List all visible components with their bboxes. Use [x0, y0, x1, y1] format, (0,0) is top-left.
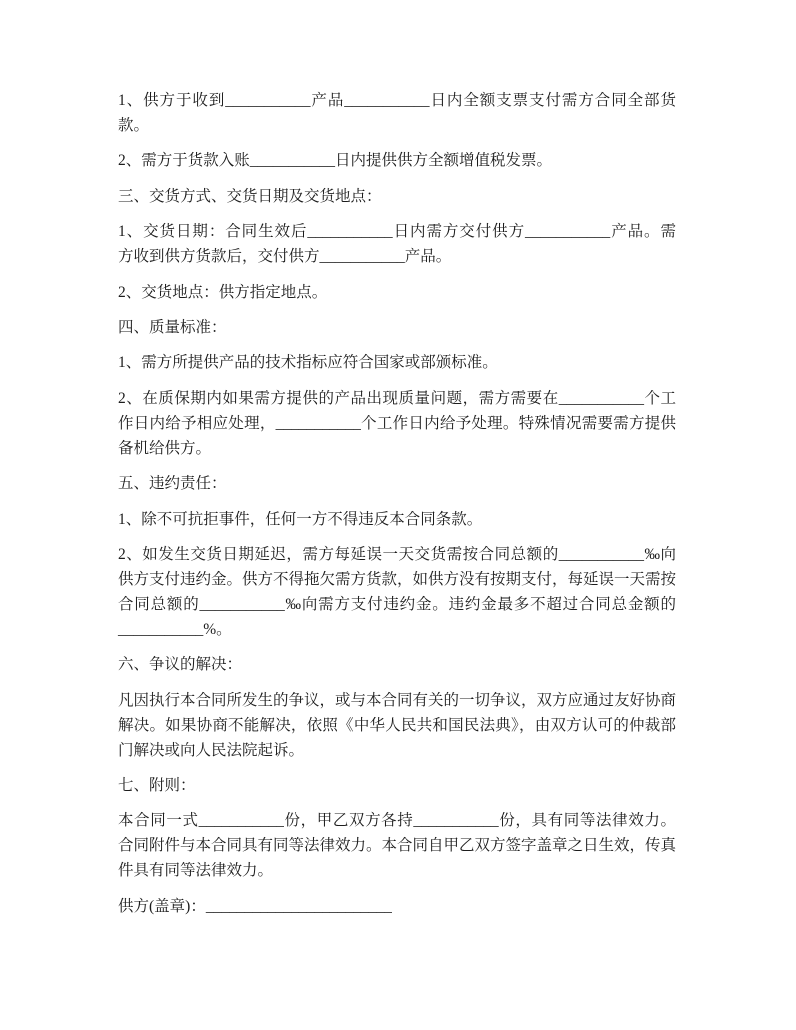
quality-standard-clause-1	[118, 350, 676, 375]
text-line: 款。	[118, 117, 150, 134]
text-line: 2、如发生交货日期延迟，需方每延误一天交货需按合同总额的___________‰向	[118, 545, 676, 563]
delivery-location-clause	[118, 280, 676, 305]
text-line: 门解决或向人民法院起诉。	[118, 741, 305, 759]
late-delivery-penalty-clause	[118, 542, 676, 642]
text-line: 凡因执行本合同所发生的争议，或与本合同有关的一切争议，双方应通过友好协商	[118, 691, 677, 709]
section-heading: 七、附则：	[118, 777, 196, 795]
text-line: 本合同一式___________份，甲乙双方各持___________份，具有同等法律效力。	[118, 812, 676, 830]
supplier-seal-signature-line	[118, 894, 676, 919]
warranty-clause-2	[118, 386, 676, 461]
text-line: 1、除不可抗拒事件，任何一方不得违反本合同条款。	[118, 510, 483, 528]
invoice-clause-2	[118, 148, 676, 173]
text-line: 2、交货地点：供方指定地点。	[118, 283, 328, 301]
text-line: 供方支付违约金。供方不得拖欠需方货款，如供方没有按期支付，每延误一天需按	[118, 570, 677, 588]
text-line: 备机给供方。	[118, 439, 212, 457]
text-line: ___________%。	[118, 620, 232, 638]
contract-page	[118, 88, 676, 929]
text-line: 合同附件与本合同具有同等法律效力。本合同自甲乙双方签字盖章之日生效，传真	[118, 837, 677, 855]
text-line: 方收到供方货款后，交付供方___________产品。	[118, 248, 452, 266]
section-heading-liability	[118, 471, 676, 496]
payment-clause-1	[118, 88, 676, 138]
text-line: 2、在质保期内如果需方提供的产品出现质量问题，需方需要在___________个工	[118, 389, 676, 407]
section-heading-quality	[118, 315, 676, 340]
section-heading-delivery	[118, 184, 676, 209]
signature-line: 供方(盖章)：________________________	[118, 897, 392, 915]
section-heading: 三、交货方式、交货日期及交货地点：	[118, 187, 382, 205]
text-line: 作日内给予相应处理，___________个工作日内给予处理。特殊情况需要需方提供	[118, 414, 676, 432]
section-heading: 六、争议的解决：	[118, 656, 243, 674]
text-line: 合同总额的___________‰向需方支付违约金。违约金最多不超过合同总金额的	[118, 595, 676, 613]
dispute-resolution-clause	[118, 688, 676, 763]
text-line: 2、需方于货款入账___________日内提供供方全额增值税发票。	[118, 152, 553, 170]
section-heading: 五、违约责任：	[118, 475, 227, 493]
text-line: 1、交货日期：合同生效后___________日内需方交付供方___________产品。需	[118, 223, 676, 241]
section-heading-dispute	[118, 652, 676, 677]
text-line: 1、供方于收到___________产品___________日内全额支票支付需方合同全部货	[118, 92, 676, 109]
text-line: 件具有同等法律效力。	[118, 862, 274, 880]
copies-and-validity-clause	[118, 808, 676, 883]
liability-clause-1	[118, 507, 676, 532]
section-heading: 四、质量标准：	[118, 318, 227, 336]
text-line: 解决。如果协商不能解决，依照《中华人民共和国民法典》，由双方认可的仲裁部	[118, 716, 676, 734]
section-heading-appendix	[118, 773, 676, 798]
delivery-date-clause	[118, 219, 676, 269]
text-line: 1、需方所提供产品的技术指标应符合国家或部颁标准。	[118, 354, 498, 372]
